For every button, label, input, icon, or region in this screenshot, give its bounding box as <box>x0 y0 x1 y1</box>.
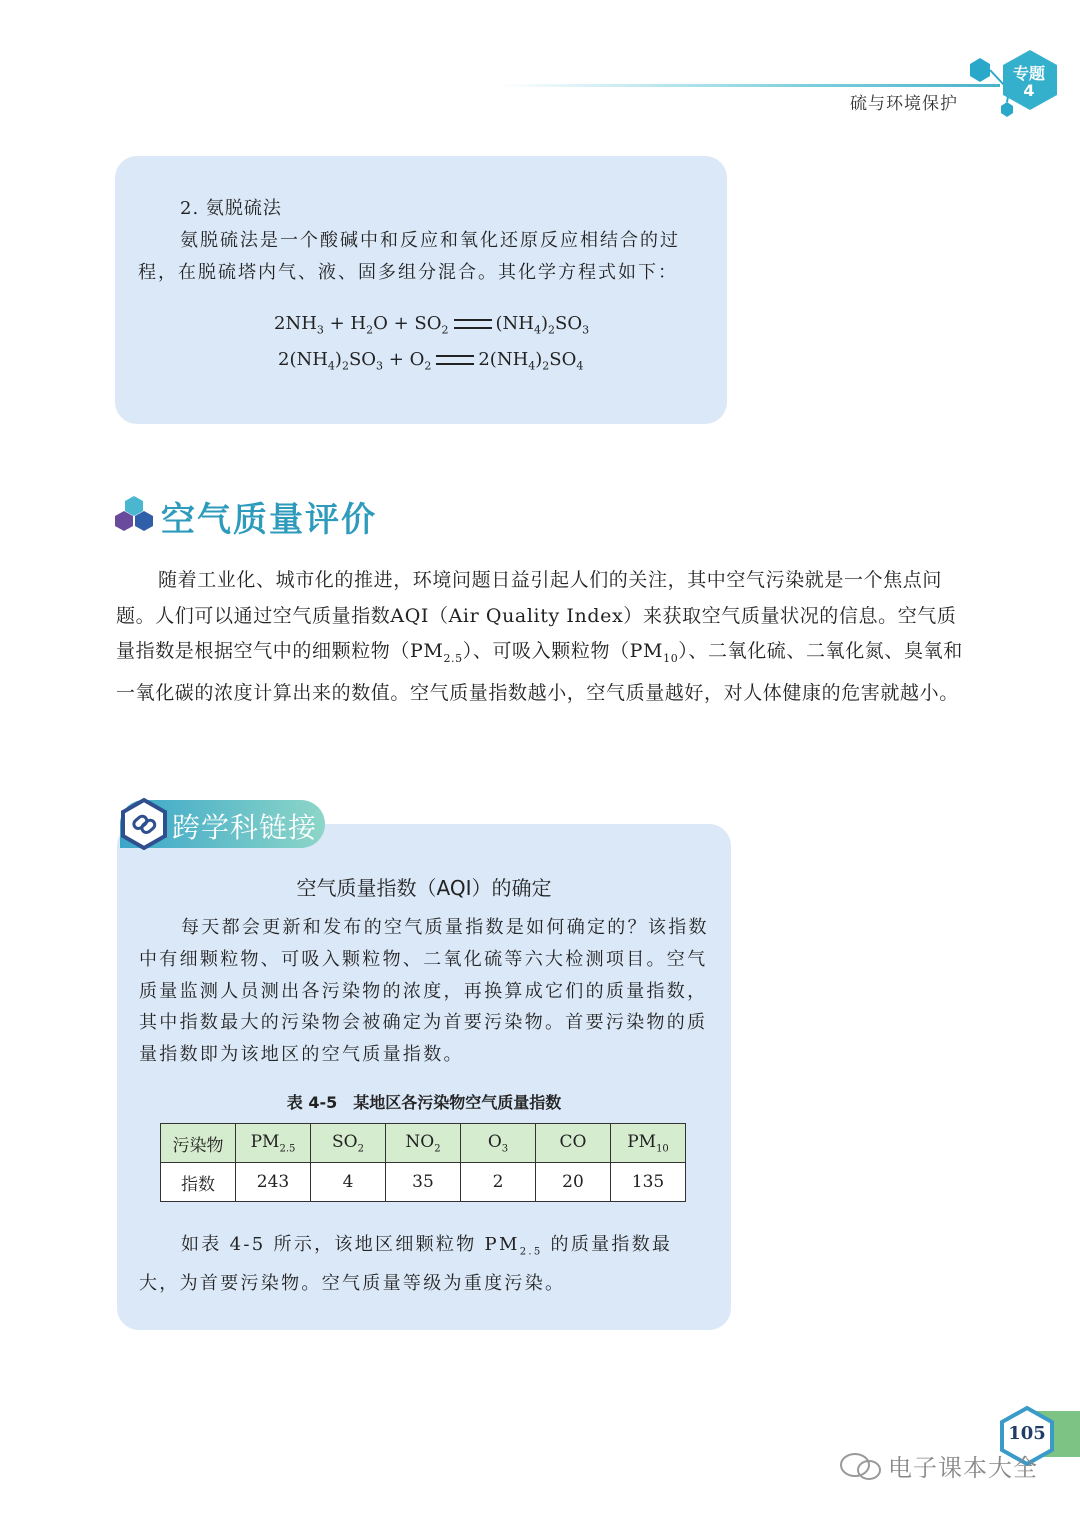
box-paragraph: 氨脱硫法是一个酸碱中和反应和氧化还原反应相结合的过程，在脱硫塔内气、液、固多组分混合。其化学方程式如下： <box>138 230 680 283</box>
body-text: ）、二氧化硫、二氧化氮、臭氧和一氧化碳的浓度计算出来的数值。空气质量指数越小，空气质量越好，对人体健康的危害就越小。 <box>116 640 963 705</box>
table-cell: 135 <box>611 1163 686 1202</box>
table-cell: 243 <box>236 1163 311 1202</box>
table-caption: 表 4-5 某地区各污染物空气质量指数 <box>286 1093 562 1112</box>
equation-1: $2NH_3 + H_2O + SO_2$ $(NH_4)_2SO_3$ <box>274 313 590 337</box>
table-cell: $PM_{10}$ <box>611 1124 686 1163</box>
chain-link-icon <box>118 798 170 850</box>
subscript: 2.5 <box>519 1246 543 1258</box>
badge-number: 4 <box>1023 81 1035 100</box>
table-cell: $SO_2$ <box>311 1124 386 1163</box>
chapter-title: 硫与环境保护 <box>850 94 958 114</box>
table-cell: $O_3$ <box>461 1124 536 1163</box>
table-cell: $PM_{2.5}$ <box>236 1124 311 1163</box>
section-title: 空气质量评价 <box>161 500 377 540</box>
page-number: 105 <box>1008 1423 1046 1444</box>
equals-sign <box>454 319 492 329</box>
equals-sign <box>436 355 474 365</box>
body-paragraph <box>116 563 968 712</box>
section-cubes-icon <box>114 496 154 532</box>
row-header: 污染物 <box>161 1124 236 1163</box>
body-text: ）、可吸入颗粒物（PM <box>462 640 664 662</box>
header-rule <box>500 84 1000 87</box>
watermark: 电子课本大全 <box>888 1454 1038 1482</box>
table-cell: 2 <box>461 1163 536 1202</box>
chapter-badge <box>1003 66 1055 99</box>
box-title: 空气质量指数（AQI）的确定 <box>296 876 552 900</box>
body-text: 的质量指数最大，为首要污染物。空气质量等级为重度污染。 <box>139 1234 673 1295</box>
subscript: 10 <box>663 651 679 665</box>
table-cell: 35 <box>386 1163 461 1202</box>
subscript: 2.5 <box>443 651 463 665</box>
row-header: 指数 <box>161 1163 236 1202</box>
aqi-table <box>160 1123 686 1202</box>
table-cell: CO <box>536 1124 611 1163</box>
table-row <box>161 1124 686 1163</box>
table-cell: 20 <box>536 1163 611 1202</box>
tab-label: 跨学科链接 <box>172 811 318 844</box>
wechat-icon <box>838 1452 884 1482</box>
equation-2: $2(NH_4)_2SO_3 + O_2$ $2(NH_4)_2SO_4$ <box>278 349 584 373</box>
table-cell: $NO_2$ <box>386 1124 461 1163</box>
table-row <box>161 1163 686 1202</box>
body-text: 如表 4-5 所示，该地区细颗粒物 PM <box>181 1234 520 1255</box>
body-text: 随着工业化、城市化的推进，环境问题日益引起人们的关注，其中空气污染就是一个焦点问题。人们可以通过空气质量指数AQI（Air Quality Index）来获取空气质量状况的信息。空气质量指数是根据空气中的细颗粒物（PM <box>116 569 957 662</box>
table-cell: 4 <box>311 1163 386 1202</box>
badge-label: 专题 <box>1012 64 1045 83</box>
box-heading: 2. 氨脱硫法 <box>180 198 282 219</box>
conclusion-paragraph <box>139 1229 711 1300</box>
box-paragraph: 每天都会更新和发布的空气质量指数是如何确定的？该指数中有细颗粒物、可吸入颗粒物、二氧化硫等六大检测项目。空气质量监测人员测出各污染物的浓度，再换算成它们的质量指数，其中指数最大的污染物会被确定为首要污染物。首要污染物的质量指数即为该地区的空气质量指数。 <box>139 917 709 1066</box>
